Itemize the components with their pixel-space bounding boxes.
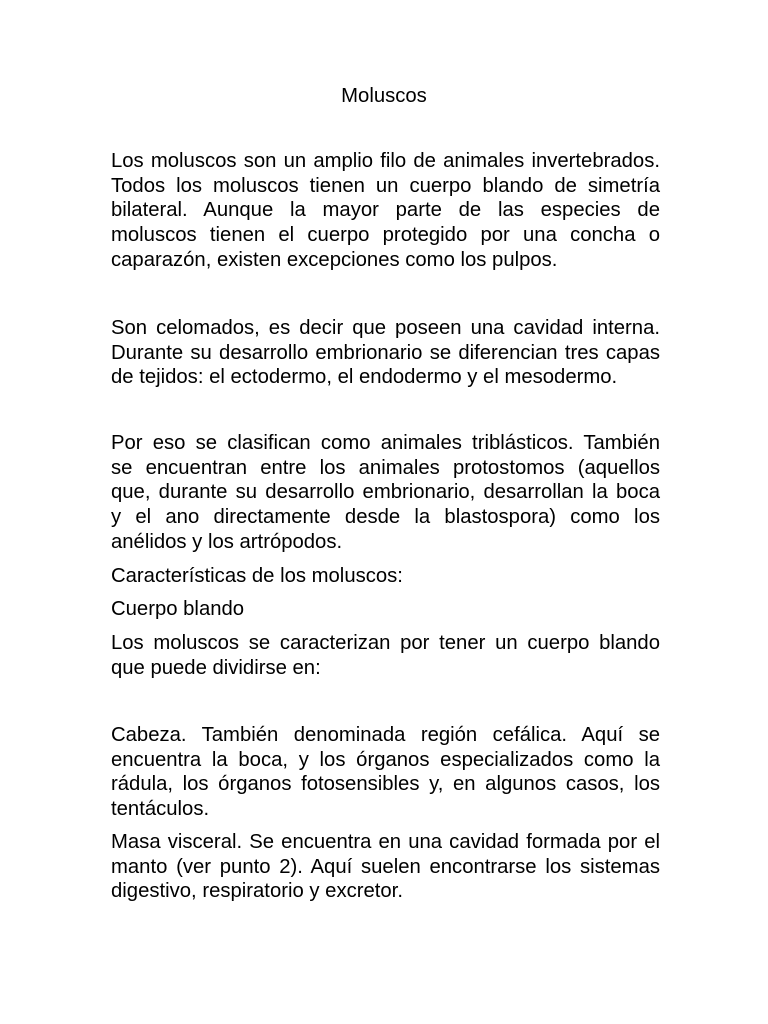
paragraph-cabeza: [111, 723, 660, 822]
paragraph-cuerpo-blando: [111, 631, 660, 680]
paragraph-line: rádula, los órganos fotosensibles y, en algunos casos, los: [111, 773, 660, 796]
document-title: Moluscos: [341, 85, 427, 107]
paragraph-line: que puede dividirse en:: [111, 656, 321, 679]
paragraph-line: bilateral. Aunque la mayor parte de las especies de: [111, 199, 660, 222]
paragraph-line: Son celomados, es decir que poseen una cavidad interna.: [111, 317, 660, 339]
paragraph-line: Por eso se clasifican como animales triblásticos. También: [111, 432, 660, 454]
paragraph-line: Los moluscos se caracterizan por tener un cuerpo blando: [111, 632, 660, 654]
paragraph-triblasticos: [111, 431, 660, 555]
paragraph-line: Características de los moluscos:: [111, 565, 403, 587]
paragraph-line: anélidos y los artrópodos.: [111, 530, 343, 553]
section-heading-caracteristicas: [111, 564, 660, 589]
paragraph-line: Los moluscos son un amplio filo de animales invertebrados.: [111, 150, 660, 172]
paragraph-line: Durante su desarrollo embrionario se diferencian tres capas: [111, 341, 660, 364]
paragraph-line: Cuerpo blando: [111, 598, 245, 620]
paragraph-line: se encuentran entre los animales protostomos (aquellos: [111, 456, 660, 479]
paragraph-line: moluscos tienen el cuerpo protegido por una concha o: [111, 224, 660, 247]
subheading-cuerpo-blando: [111, 597, 660, 622]
paragraph-line: Todos los moluscos tienen un cuerpo blando de simetría: [111, 174, 660, 197]
paragraph-line: Cabeza. También denominada región cefálica. Aquí se: [111, 724, 660, 746]
paragraph-line: digestivo, respiratorio y excretor.: [111, 880, 403, 903]
paragraph-line: Masa visceral. Se encuentra en una cavidad formada por el: [111, 831, 660, 853]
paragraph-line: tentáculos.: [111, 798, 210, 821]
paragraph-line: que, durante su desarrollo embrionario, desarrollan la boca: [111, 481, 660, 504]
paragraph-line: y el ano directamente desde la blastospora) como los: [111, 506, 660, 529]
paragraph-line: encuentra la boca, y los órganos especializados como la: [111, 748, 660, 771]
paragraph-masa-visceral: [111, 830, 660, 904]
paragraph-line: de tejidos: el ectodermo, el endodermo y el mesodermo.: [111, 366, 618, 389]
paragraph-line: manto (ver punto 2). Aquí suelen encontrarse los sistemas: [111, 855, 660, 878]
paragraph-intro: [111, 149, 660, 273]
paragraph-line: caparazón, existen excepciones como los pulpos.: [111, 248, 558, 271]
paragraph-celomados: [111, 316, 660, 390]
